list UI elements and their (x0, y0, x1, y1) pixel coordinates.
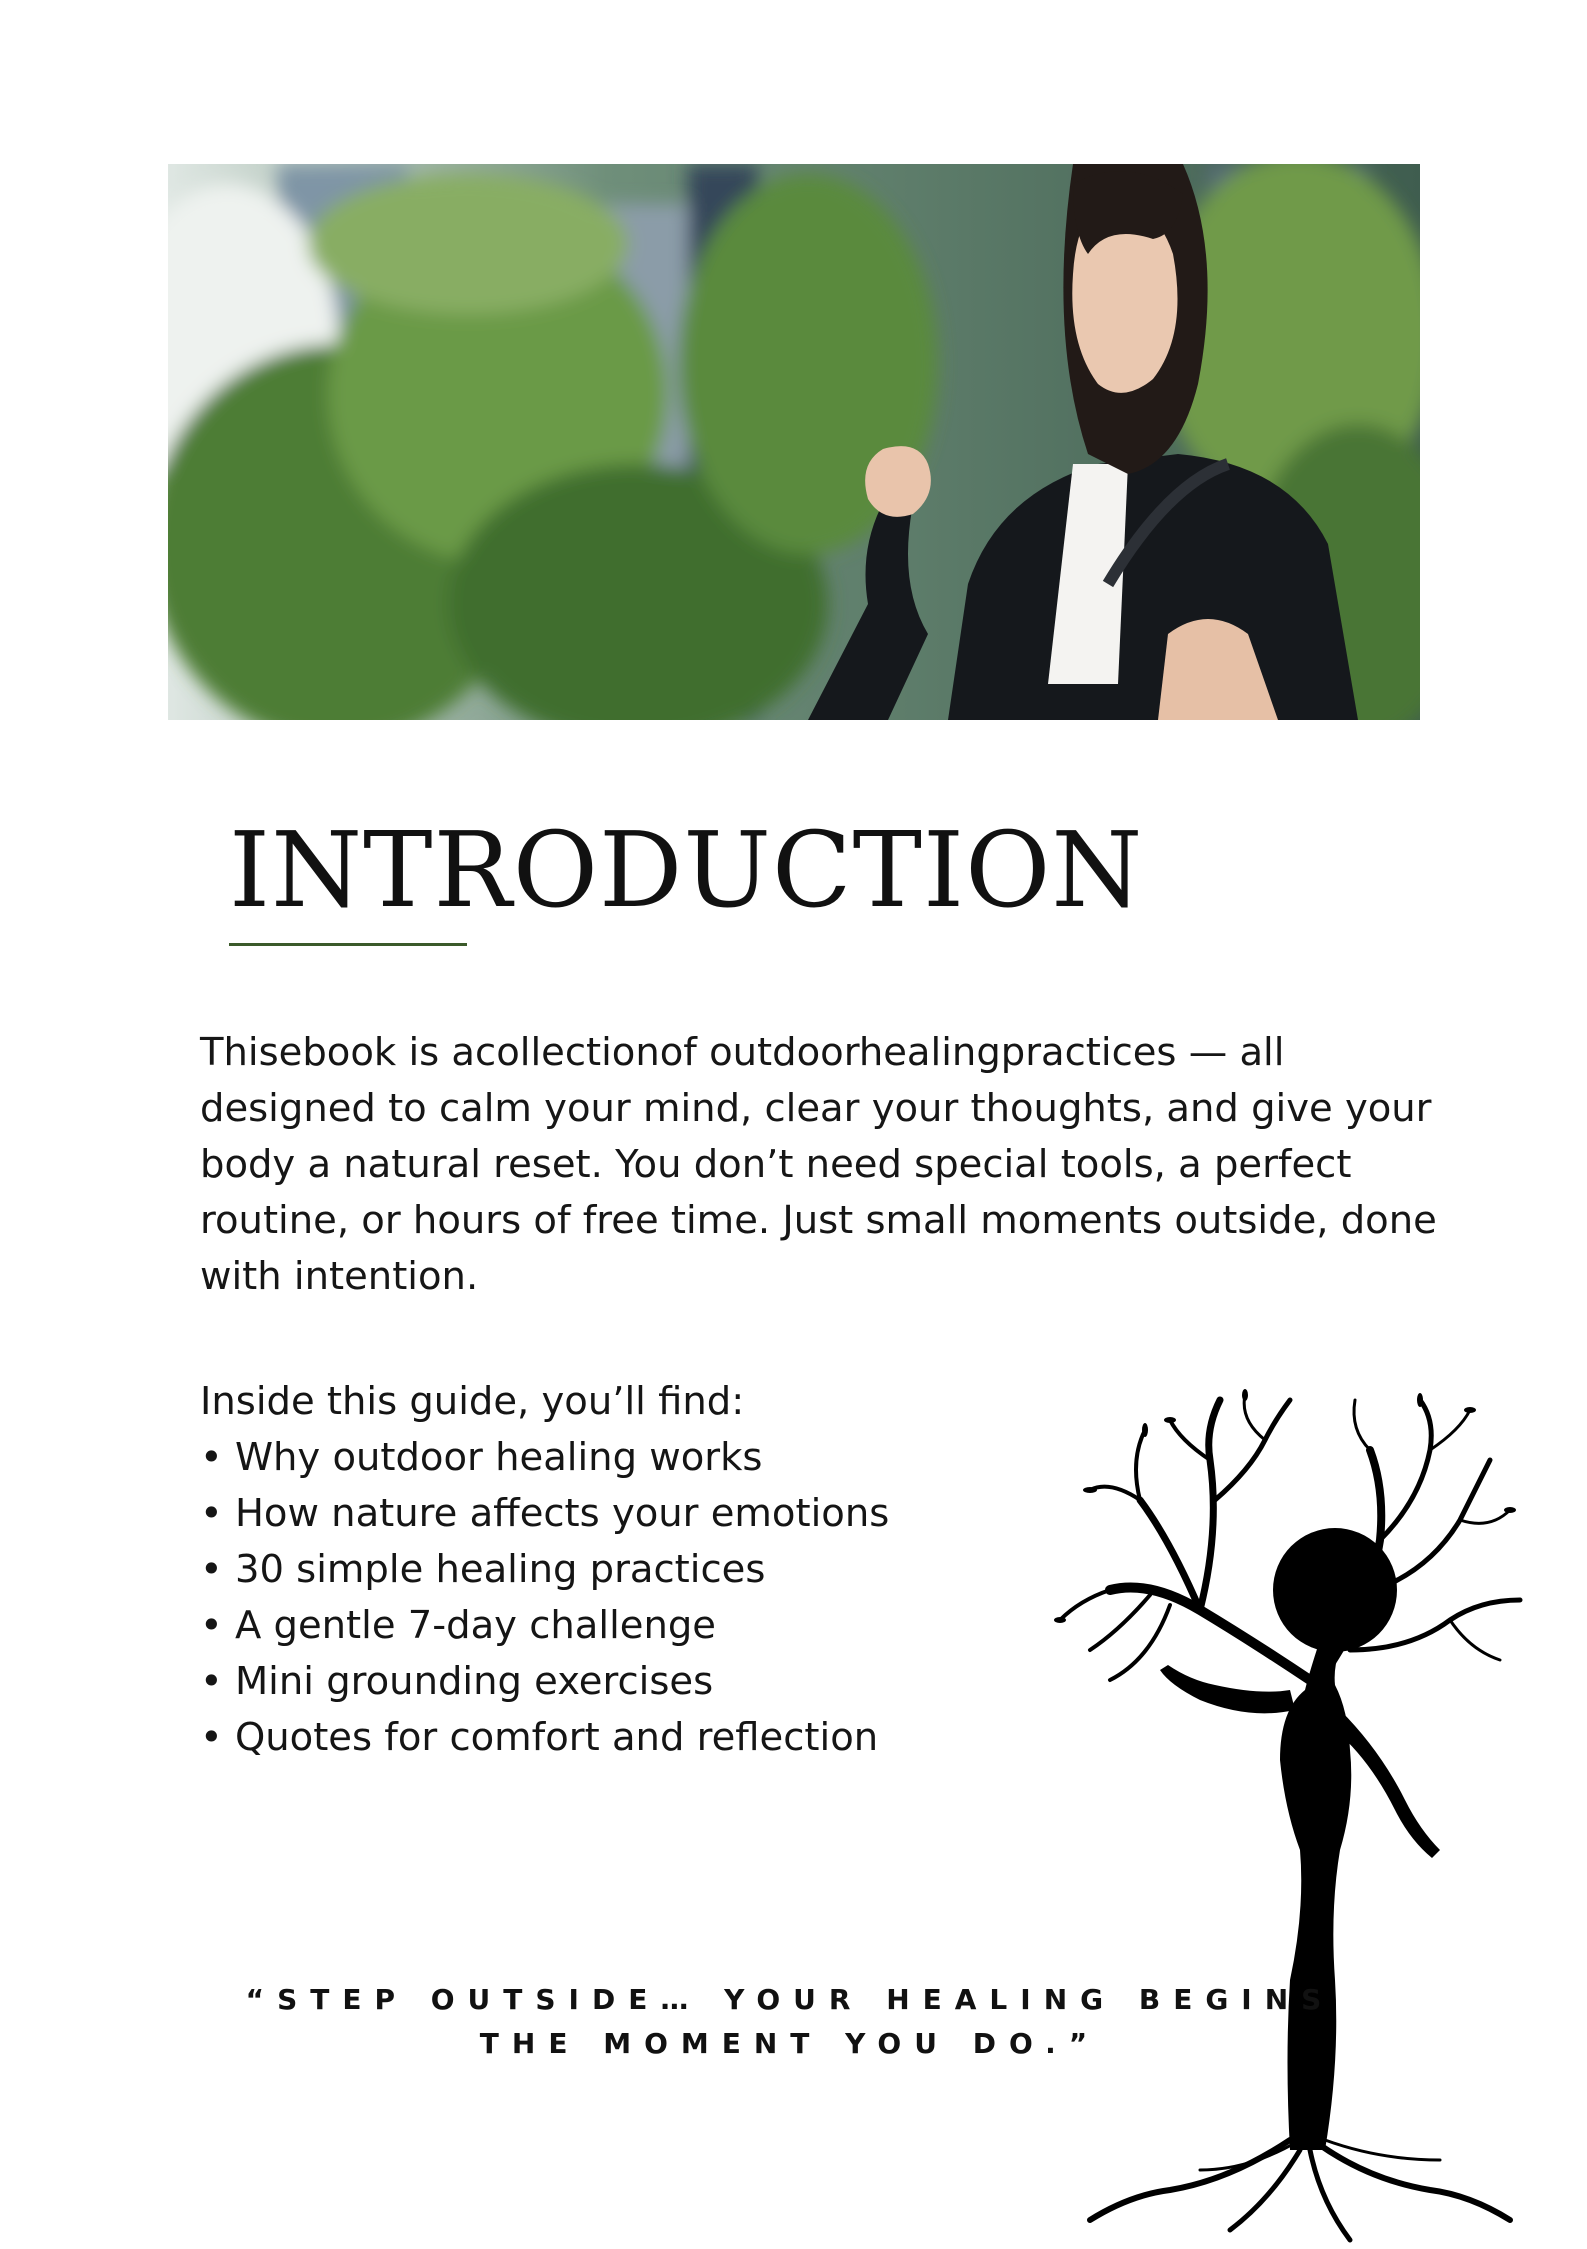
intro-line: body a natural reset. You don’t need special tools, a perfect (200, 1142, 1352, 1187)
closing-quote (240, 1978, 1340, 2066)
intro-line: designed to calm your mind, clear your thoughts, and give your (200, 1086, 1432, 1131)
guide-lead: Inside this guide, you’ll find: (200, 1379, 745, 1424)
intro-line: routine, or hours of free time. Just small moments outside, done (200, 1198, 1437, 1243)
guide-list-item: • How nature affects your emotions (200, 1491, 890, 1536)
title-underline (229, 943, 467, 946)
guide-list-item: • Mini grounding exercises (200, 1659, 714, 1704)
guide-list-item: • A gentle 7-day challenge (200, 1603, 716, 1648)
guide-list-item: • Why outdoor healing works (200, 1435, 763, 1480)
quote-line: THE MOMENT YOU DO.” (479, 2027, 1101, 2060)
guide-list-item: • Quotes for comfort and reflection (200, 1715, 879, 1760)
page-title: INTRODUCTION (229, 809, 1144, 931)
guide-list-item: • 30 simple healing practices (200, 1547, 766, 1592)
intro-paragraph (200, 1025, 1437, 1305)
intro-line: with intention. (200, 1254, 479, 1299)
hero-photo (168, 164, 1420, 720)
guide-list (200, 1430, 889, 1766)
intro-line: Thisebook is acollectionof outdoorhealingpractices — all (200, 1030, 1285, 1075)
quote-line: “STEP OUTSIDE… YOUR HEALING BEGINS (245, 1983, 1335, 2016)
tree-woman-illustration (1050, 1380, 1530, 2245)
